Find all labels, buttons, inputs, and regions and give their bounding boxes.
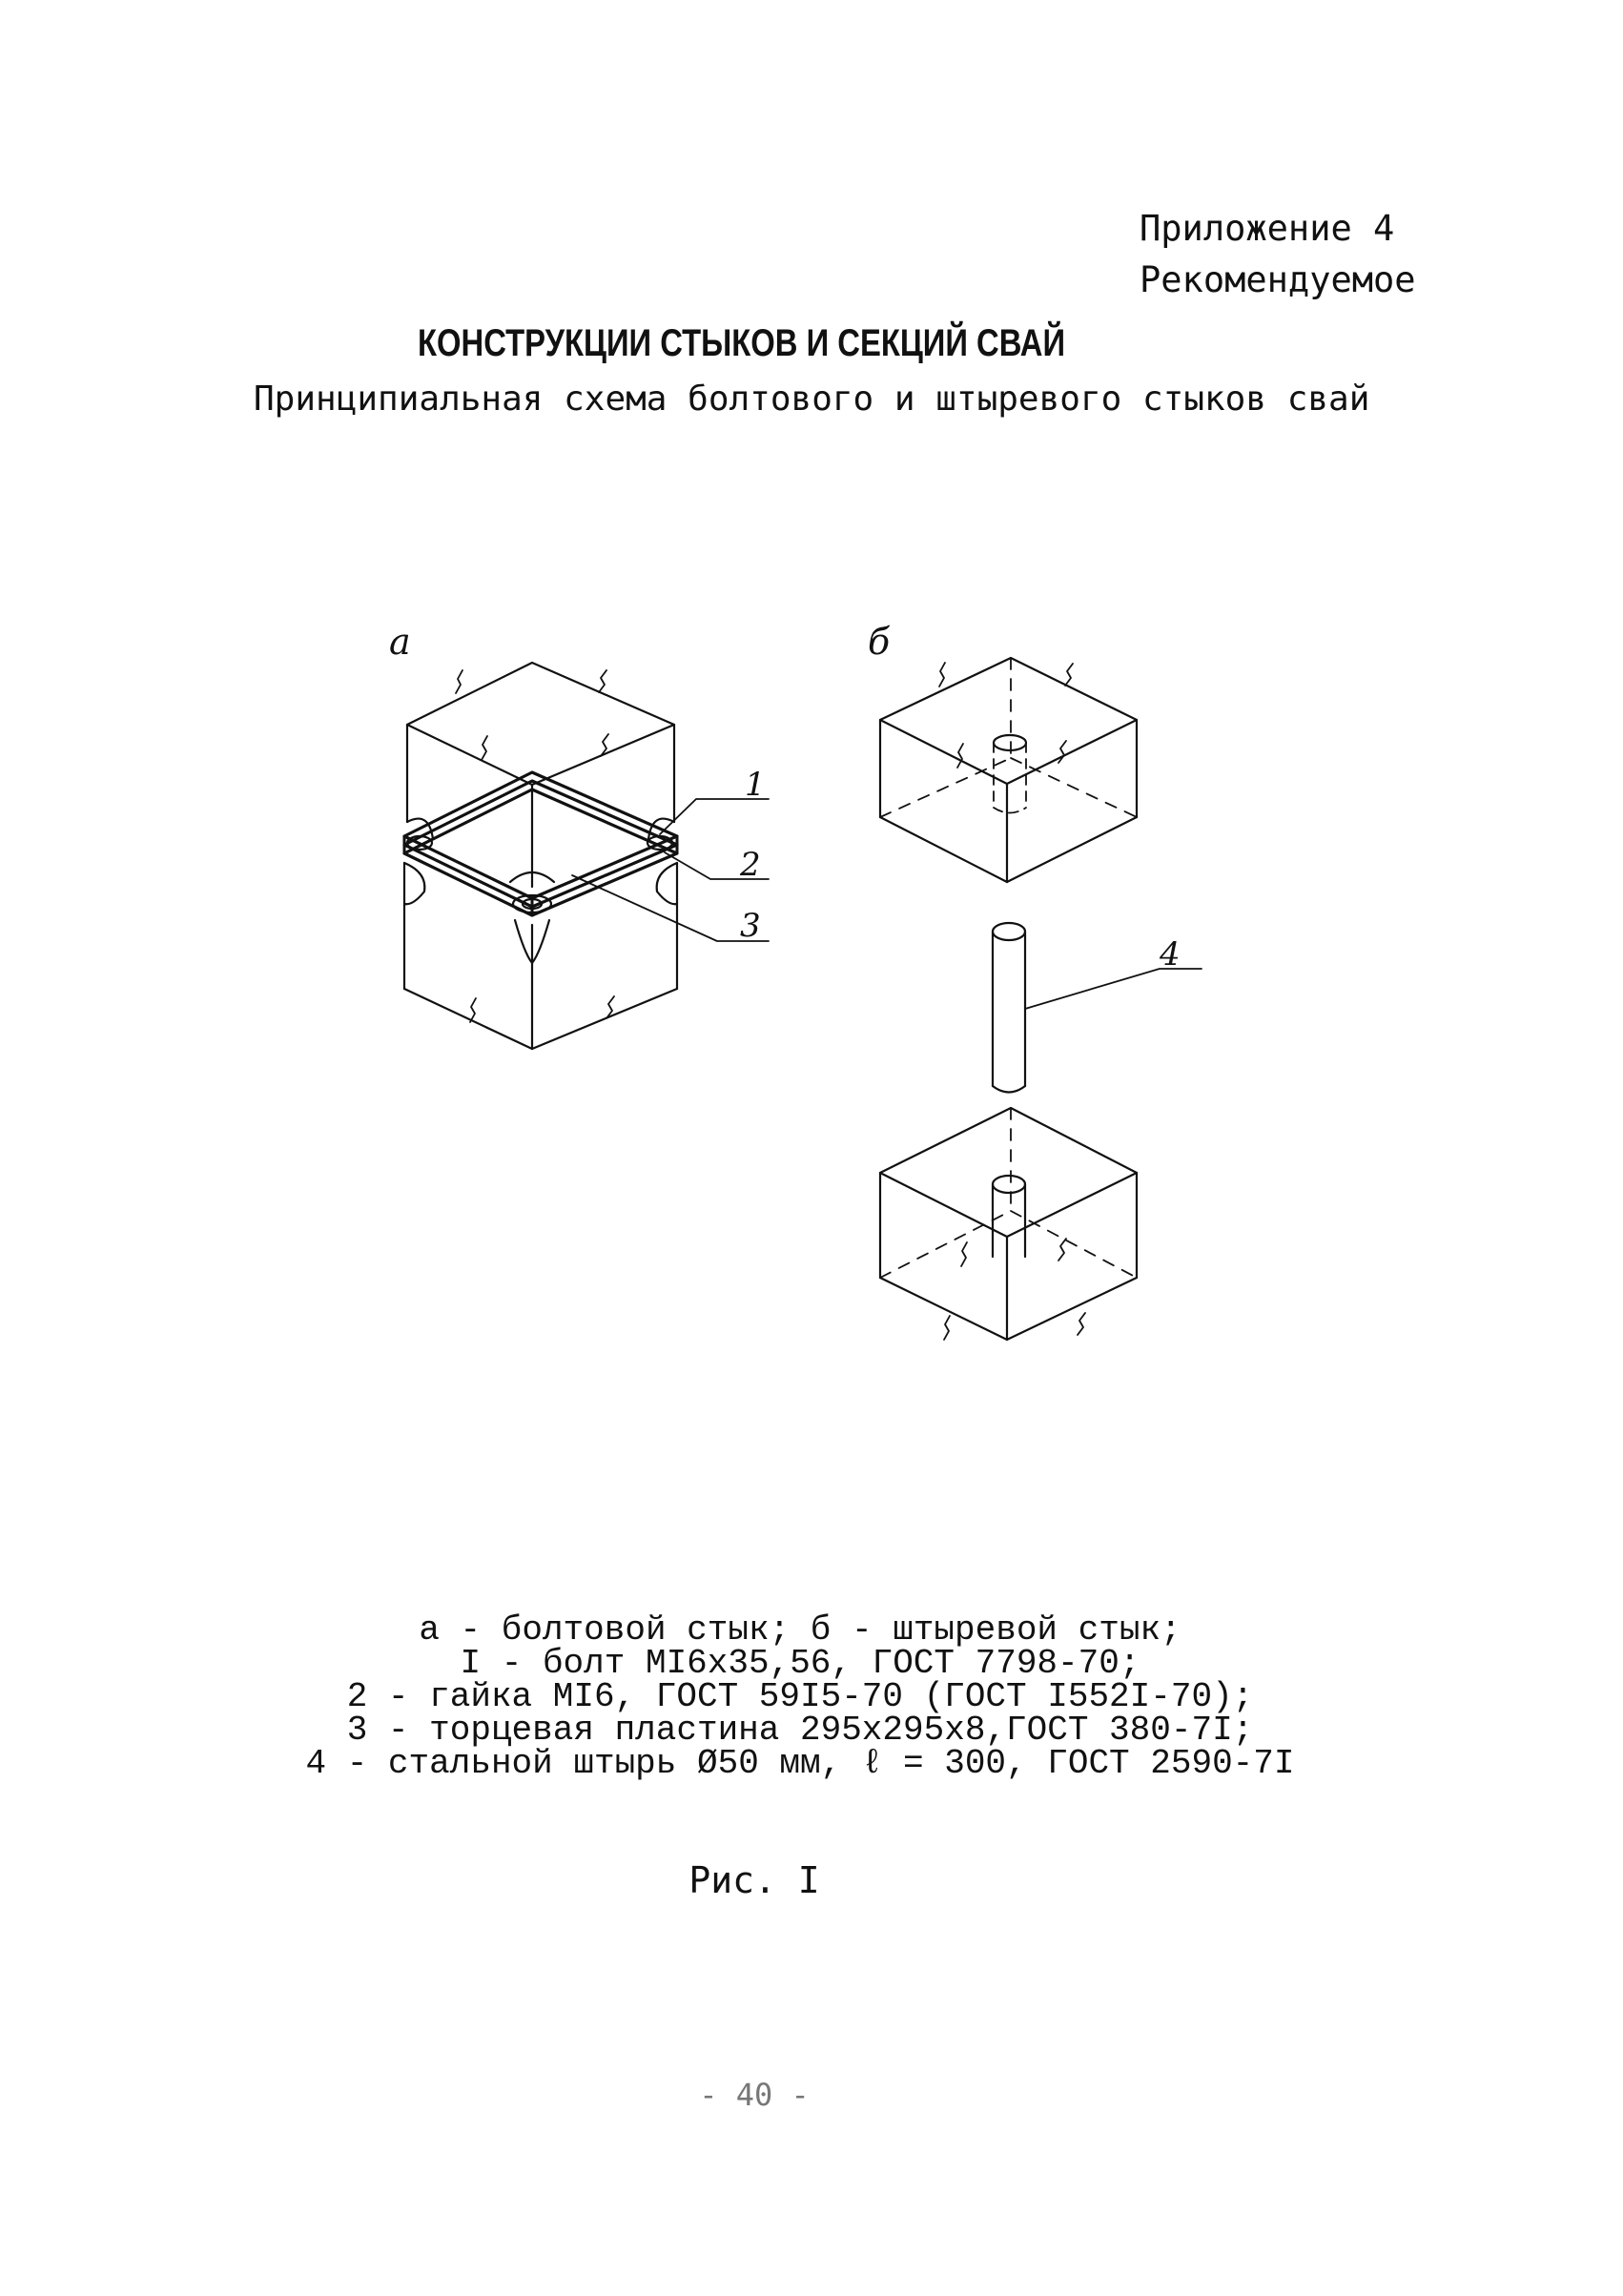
legend-line: 2 - гайка MI6, ГОСТ 59I5-70 (ГОСТ I552I-70); [346,1677,1254,1716]
page-number: - 40 - [699,2077,810,2113]
bolted-joint-drawing [404,663,769,1049]
figure-legend [0,1610,1623,1783]
dowel-joint-drawing [880,658,1202,1340]
lower-pile-a [404,863,677,1049]
legend-line: 3 - торцевая пластина 295x295x8,ГОСТ 380-7I; [346,1711,1254,1750]
lower-pile-b [880,1108,1137,1340]
appendix-status: Рекомендуемое [1140,259,1416,300]
legend-line: 4 - стальной штырь Ø50 мм, ℓ = 300, ГОСТ 2590-7I [305,1744,1295,1783]
figure-caption: Рис. I [688,1859,820,1901]
figure-label-a: а [389,621,411,663]
figure-label-b: б [868,621,891,663]
legend-line: I - болт MI6x35,56, ГОСТ 7798-70; [460,1644,1140,1683]
callout-3: 3 [740,907,761,945]
end-plates [404,772,677,915]
upper-pile-b [880,658,1137,882]
appendix-label: Приложение 4 [1140,208,1395,249]
callout-4: 4 [1160,935,1181,974]
callout-1: 1 [745,766,766,804]
callout-2: 2 [740,846,761,884]
section-subtitle: Принципиальная схема болтового и штыревого стыков свай [254,379,1370,419]
steel-dowel [993,923,1025,1093]
section-title: КОНСТРУКЦИИ СТЫКОВ И СЕКЦИЙ СВАЙ [418,322,1066,364]
legend-line: а - болтовой стык; б - штыревой стык; [419,1610,1181,1650]
